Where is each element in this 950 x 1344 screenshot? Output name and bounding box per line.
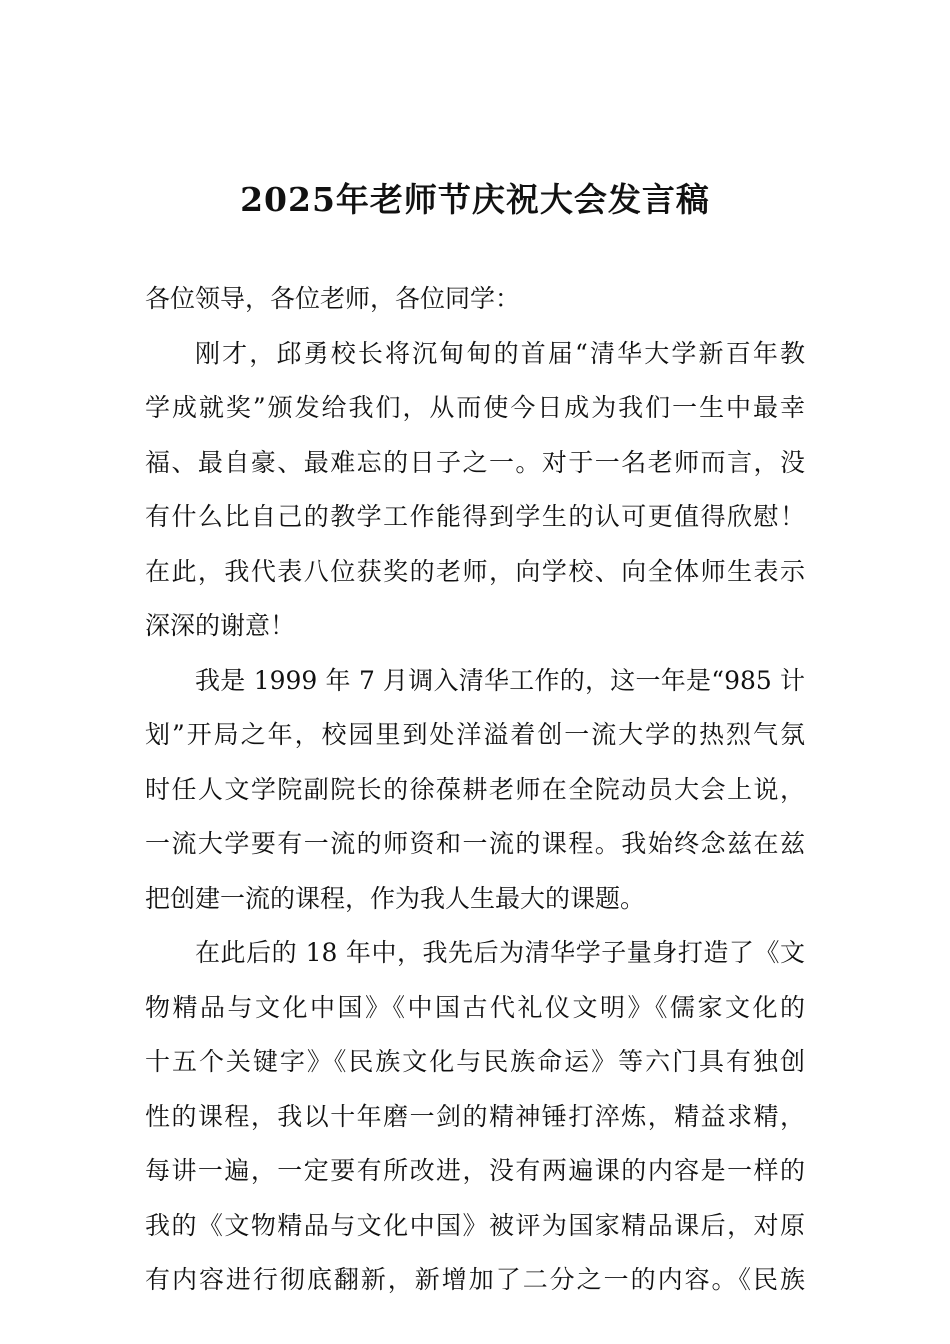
- paragraph-3-line-5: 每讲一遍，一定要有所改进，没有两遍课的内容是一样的: [145, 1156, 805, 1185]
- paragraph-3-line-7: 有内容进行彻底翻新，新增加了二分之一的内容。《民族: [145, 1265, 805, 1294]
- paragraph-1-line-6: 深深的谢意！: [145, 611, 296, 640]
- paragraph-2-line-4: 一流大学要有一流的师资和一流的课程。我始终念兹在兹: [145, 829, 805, 858]
- paragraph-2-line-5: 把创建一流的课程，作为我人生最大的课题。: [145, 883, 646, 913]
- paragraph-2-line-1: 我是 1999 年 7 月调入清华工作的，这一年是“985 计: [195, 665, 805, 695]
- paragraph-2-line-2: 划”开局之年，校园里到处洋溢着创一流大学的热烈气氛: [145, 720, 805, 749]
- paragraph-3-line-6: 我的《文物精品与文化中国》被评为国家精品课后，对原: [145, 1210, 805, 1240]
- paragraph-3-line-3: 十五个关键字》《民族文化与民族命运》等六门具有独创: [145, 1047, 805, 1076]
- paragraph-1-line-3: 福、最自豪、最难忘的日子之一。对于一名老师而言，没: [145, 447, 805, 477]
- paragraph-1-line-1: 刚才，邱勇校长将沉甸甸的首届“清华大学新百年教: [195, 338, 805, 368]
- document-body: [145, 272, 805, 1308]
- paragraph-1-line-4: 有什么比自己的教学工作能得到学生的认可更值得欣慰！: [145, 502, 805, 531]
- paragraph-2-line-3: 时任人文学院副院长的徐葆耕老师在全院动员大会上说，: [145, 774, 805, 804]
- paragraph-3-line-1: 在此后的 18 年中，我先后为清华学子量身打造了《文: [195, 938, 805, 967]
- paragraph-1-line-2: 学成就奖”颁发给我们，从而使今日成为我们一生中最幸: [145, 393, 805, 422]
- paragraph-3-line-4: 性的课程，我以十年磨一剑的精神锤打淬炼，精益求精，: [145, 1101, 805, 1131]
- paragraph-3-line-2: 物精品与文化中国》《中国古代礼仪文明》《儒家文化的: [145, 992, 805, 1022]
- greeting-line: 各位领导，各位老师，各位同学：: [145, 284, 521, 313]
- paragraph-1-line-5: 在此，我代表八位获奖的老师，向学校、向全体师生表示: [145, 556, 805, 586]
- document-title: 2025年老师节庆祝大会发言稿: [240, 180, 710, 219]
